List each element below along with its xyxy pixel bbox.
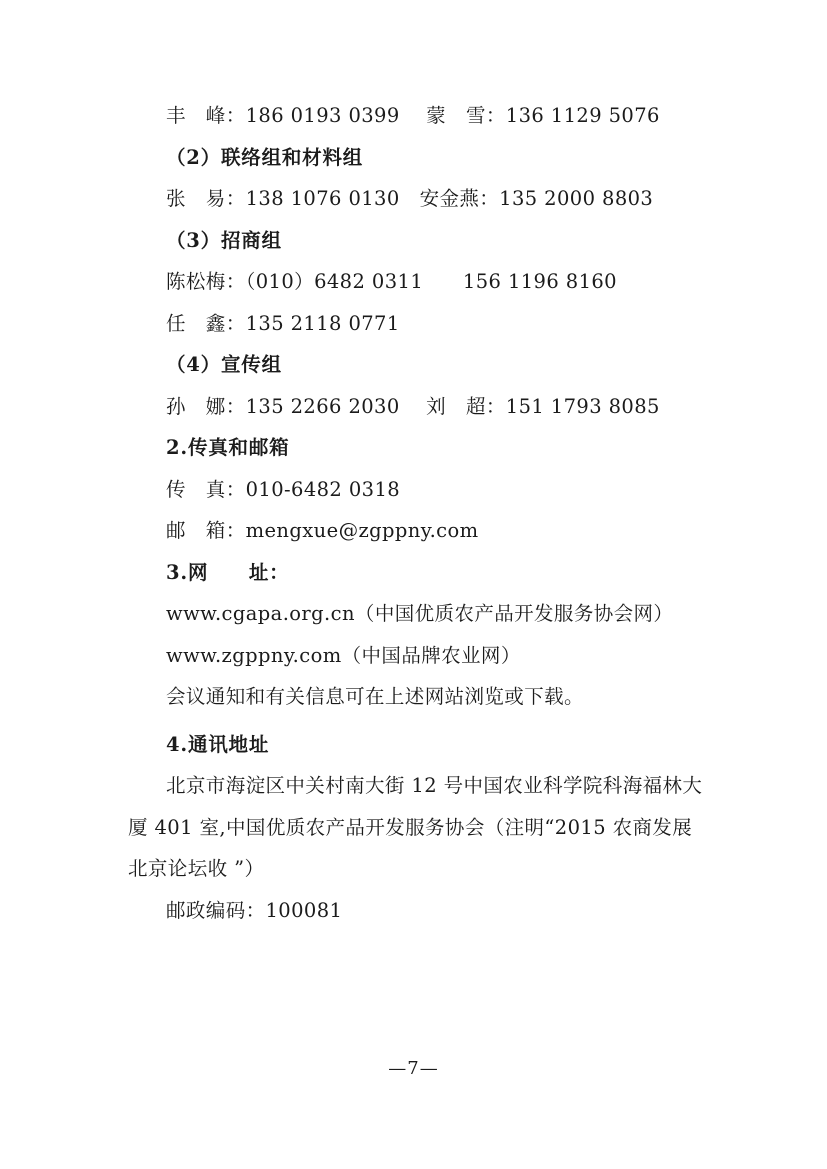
contact-line-renxin: 任 鑫：135 2118 0771 bbox=[166, 311, 400, 335]
contact-line-zhang-an: 张 易：138 1076 0130 安金燕：135 2000 8803 bbox=[166, 187, 654, 210]
contact-line-chensongmei: 陈松梅：（010）6482 0311 156 1196 8160 bbox=[166, 270, 617, 293]
section-heading-fax-email: 2.传真和邮箱 bbox=[166, 436, 290, 459]
fax-number-line: 传 真：010-6482 0318 bbox=[166, 477, 401, 501]
section-heading-mailing-address: 4.通讯地址 bbox=[166, 732, 270, 756]
website-link-cgapa: www.cgapa.org.cn（中国优质农产品开发服务协会网） bbox=[166, 602, 674, 625]
postal-code-line: 邮政编码：100081 bbox=[166, 898, 343, 922]
email-address-line: 邮 箱：mengxue@zgppny.com bbox=[166, 519, 479, 542]
section-heading-liaison-group: （2）联络组和材料组 bbox=[166, 145, 364, 169]
notice-download-line: 会议通知和有关信息可在上述网站浏览或下载。 bbox=[166, 685, 584, 708]
document-body bbox=[128, 95, 708, 931]
section-heading-publicity-group: （4）宣传组 bbox=[166, 353, 282, 376]
contact-line-feng-meng: 丰 峰：186 0193 0399 蒙 雪：136 1129 5076 bbox=[166, 104, 660, 127]
section-heading-website: 3.网 址： bbox=[166, 560, 290, 584]
contact-line-sunna-liuchao: 孙 娜：135 2266 2030 刘 超：151 1793 8085 bbox=[166, 394, 660, 418]
website-link-zgppny: www.zgppny.com（中国品牌农业网） bbox=[166, 643, 521, 667]
mailing-address-paragraph: 北京市海淀区中关村南大街 12 号中国农业科学院科海福林大厦 401 室,中国优质农产品开发服务协会（注明“2015 农商发展北京论坛收 ”） bbox=[128, 774, 703, 880]
page-number-footer: —7— bbox=[388, 1058, 439, 1079]
section-heading-investment-group: （3）招商组 bbox=[166, 228, 282, 252]
